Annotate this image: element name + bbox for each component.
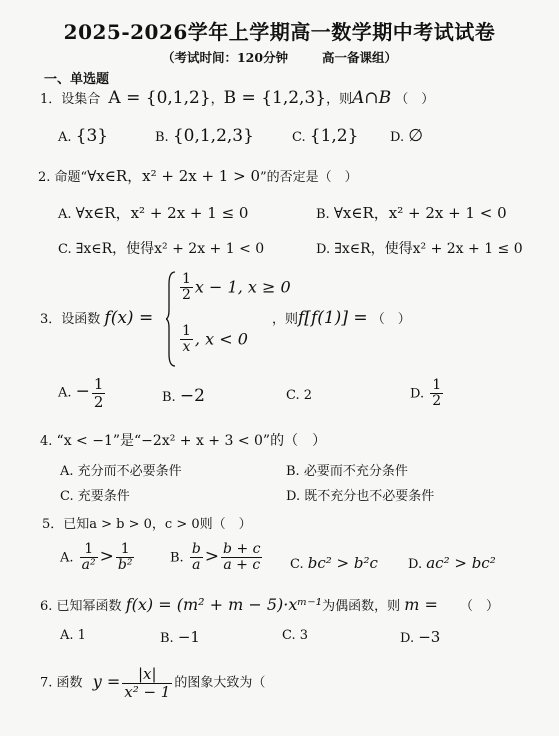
q6-option-c[interactable] [282, 628, 308, 643]
q3-function: f(x) = [104, 308, 154, 328]
option-text: −1 [177, 628, 200, 646]
option-fraction [430, 378, 443, 410]
exam-group: 高一备课组） [322, 50, 398, 65]
q4-option-c[interactable] [60, 485, 130, 504]
q6-number: 6. [40, 599, 53, 614]
q2-option-d[interactable] [316, 238, 523, 258]
option-text: 既不充分也不必要条件 [304, 489, 435, 504]
q6-option-a[interactable] [60, 628, 86, 643]
option-label: B. [170, 550, 184, 566]
option-fraction [92, 376, 106, 410]
fraction-denominator: b² [117, 557, 133, 574]
piecewise-brace [166, 270, 176, 368]
option-text: ∀x∈R，x² + 2x + 1 < 0 [333, 204, 507, 222]
q4-option-d[interactable] [286, 485, 434, 504]
fraction-denominator: a² [81, 557, 96, 574]
q4-stem: “x < −1”是“−2x² + x + 3 < 0”的（ ） [56, 433, 327, 449]
option-label: C. [292, 130, 306, 145]
q2-option-c[interactable] [58, 238, 264, 258]
q6-expression: f(x) = (m² + m − 5)·xᵐ⁻¹ [125, 595, 323, 614]
question-4-stem [40, 430, 326, 450]
fraction-numerator: 1 [182, 323, 191, 339]
option-label: B. [286, 464, 300, 479]
option-label: D. [286, 489, 301, 504]
option-label: D. [316, 242, 331, 257]
question-6-stem [40, 595, 499, 614]
fraction-denominator: a + c [223, 557, 261, 574]
fraction-denominator: x [182, 339, 191, 356]
q2-option-a[interactable] [58, 202, 248, 223]
q6-variable: m = [404, 595, 438, 614]
option-fraction-left [80, 542, 98, 574]
option-operator: > [99, 546, 114, 567]
option-text: 1 [77, 628, 86, 643]
option-label: C. [60, 489, 74, 504]
option-label: A. [58, 207, 72, 222]
option-fraction-right [116, 542, 135, 574]
fraction-denominator: 2 [432, 393, 442, 410]
q7-fraction [122, 666, 172, 700]
fraction-denominator: 2 [93, 392, 104, 411]
fraction-numerator: |x| [122, 666, 172, 684]
option-text: 3 [299, 628, 309, 643]
q3-piece-2 [178, 324, 248, 356]
exam-subtitle [0, 48, 559, 66]
q6-stem-b: 为偶函数，则 [322, 599, 401, 614]
option-text: ∃x∈R，使得x² + 2x + 1 ≤ 0 [334, 241, 523, 257]
q2-option-b[interactable] [316, 202, 507, 223]
q3-piece2-fraction [180, 324, 193, 356]
section-heading: 一、单选题 [44, 72, 110, 87]
q1-blank: （ ） [395, 92, 435, 107]
option-label: B. [155, 130, 169, 145]
q1-sep: ， [210, 92, 224, 107]
q7-number: 7. [40, 675, 53, 691]
option-text: ac² > bc² [426, 554, 496, 572]
fraction-numerator: 1 [93, 375, 104, 393]
option-text: 必要而不充分条件 [303, 464, 408, 479]
fraction-denominator: x² − 1 [124, 682, 171, 701]
q3-option-a[interactable] [58, 376, 107, 410]
q3-suffix: ，则 [272, 312, 299, 327]
option-label: B. [160, 631, 174, 646]
q1-option-d[interactable] [390, 126, 423, 146]
exam-time: （考试时间：120分钟 [161, 50, 289, 65]
q3-option-d[interactable] [410, 378, 445, 410]
fraction-numerator: 1 [182, 271, 191, 287]
q3-tail [272, 308, 411, 328]
option-text: ∀x∈R，x² + 2x + 1 ≤ 0 [75, 204, 249, 222]
q5-option-a[interactable] [60, 542, 136, 574]
q2-number: 2. [38, 170, 51, 185]
fraction-denominator: a [192, 557, 201, 574]
question-1-stem [40, 88, 434, 108]
question-2-stem [38, 165, 358, 186]
question-7-stem [40, 666, 265, 700]
option-fraction-left [190, 542, 203, 574]
q3-piece1-coefficient [180, 272, 193, 304]
q4-option-b[interactable] [286, 460, 408, 479]
q3-expression: f[f(1)] = [298, 308, 368, 328]
option-label: C. [282, 628, 296, 643]
option-label: A. [58, 130, 72, 145]
option-text: ∃x∈R，使得x² + 2x + 1 < 0 [75, 241, 265, 257]
option-sign: − [75, 381, 90, 402]
q6-option-d[interactable] [400, 628, 440, 646]
fraction-numerator: 1 [116, 542, 135, 558]
option-label: C. [58, 242, 72, 257]
option-text: 充要条件 [77, 489, 130, 504]
q2-stem-a: 命题“ [54, 170, 88, 185]
q3-option-c[interactable] [286, 388, 312, 403]
option-label: A. [60, 464, 74, 479]
q1-suffix: ，则 [326, 92, 353, 107]
option-text: {0,1,2,3} [172, 126, 254, 146]
option-label: A. [58, 385, 72, 401]
q3-blank: （ ） [371, 312, 411, 327]
q7-stem-a: 函数 [56, 675, 83, 691]
option-label: A. [60, 628, 74, 643]
q4-option-a[interactable] [60, 460, 182, 479]
q5-option-b[interactable] [170, 542, 264, 574]
q5-option-c[interactable] [290, 554, 378, 572]
option-label: D. [390, 130, 405, 145]
option-text: {1,2} [309, 126, 359, 146]
q1-set-b: B = {1,2,3} [223, 88, 327, 108]
q3-option-b[interactable] [162, 386, 205, 406]
option-fraction-right [221, 542, 262, 574]
q1-expression: A∩B [352, 88, 392, 108]
q7-stem-b: 的图象大致为（ [174, 675, 266, 691]
fraction-denominator: 2 [182, 287, 191, 304]
option-text: 充分而不必要条件 [77, 464, 182, 479]
q2-stem-b: ”的否定是（ ） [260, 170, 358, 185]
q1-option-a[interactable] [58, 126, 108, 146]
fraction-numerator: b + c [223, 541, 261, 557]
option-text: 2 [303, 388, 313, 403]
q1-prefix: 1．设集合 [40, 92, 101, 107]
option-text: ∅ [408, 126, 424, 146]
option-label: D. [400, 631, 415, 646]
q3-piece2-text: , x < 0 [194, 329, 248, 349]
option-label: D. [410, 386, 425, 402]
exam-title: 2025-2026学年上学期高一数学期中考试试卷 [63, 20, 496, 44]
q6-blank: （ ） [460, 599, 500, 614]
option-text: bc² > b²c [307, 554, 378, 572]
q4-number: 4. [40, 434, 53, 449]
question-3-stem [40, 308, 153, 328]
option-label: B. [162, 390, 176, 405]
option-label: B. [316, 207, 330, 222]
fraction-numerator: 1 [80, 542, 98, 558]
q1-option-c[interactable] [292, 126, 358, 146]
option-label: C. [286, 388, 300, 403]
q5-option-d[interactable] [408, 554, 496, 572]
q3-piece-1 [178, 272, 291, 304]
q6-stem-a: 已知幂函数 [56, 599, 122, 614]
option-text: {3} [75, 126, 109, 146]
option-label: C. [290, 557, 304, 572]
q7-lhs: y = [92, 671, 121, 691]
option-label: D. [408, 557, 423, 572]
q6-option-b[interactable] [160, 628, 200, 646]
option-operator: > [204, 546, 220, 567]
q3-piece1-text: x − 1, x ≥ 0 [194, 277, 291, 297]
option-text: −3 [418, 628, 441, 646]
option-label: A. [60, 550, 74, 566]
fraction-numerator: b [191, 541, 201, 557]
q3-prefix: 3．设函数 [40, 312, 101, 327]
q1-option-b[interactable] [155, 126, 254, 146]
option-text: −2 [179, 386, 205, 406]
q1-set-a: A = {0,1,2} [108, 88, 211, 108]
q2-proposition: ∀x∈R，x² + 2x + 1 > 0 [87, 167, 260, 185]
question-5-stem: 5．已知a > b > 0，c > 0则（ ） [42, 517, 252, 532]
fraction-numerator: 1 [432, 377, 442, 393]
